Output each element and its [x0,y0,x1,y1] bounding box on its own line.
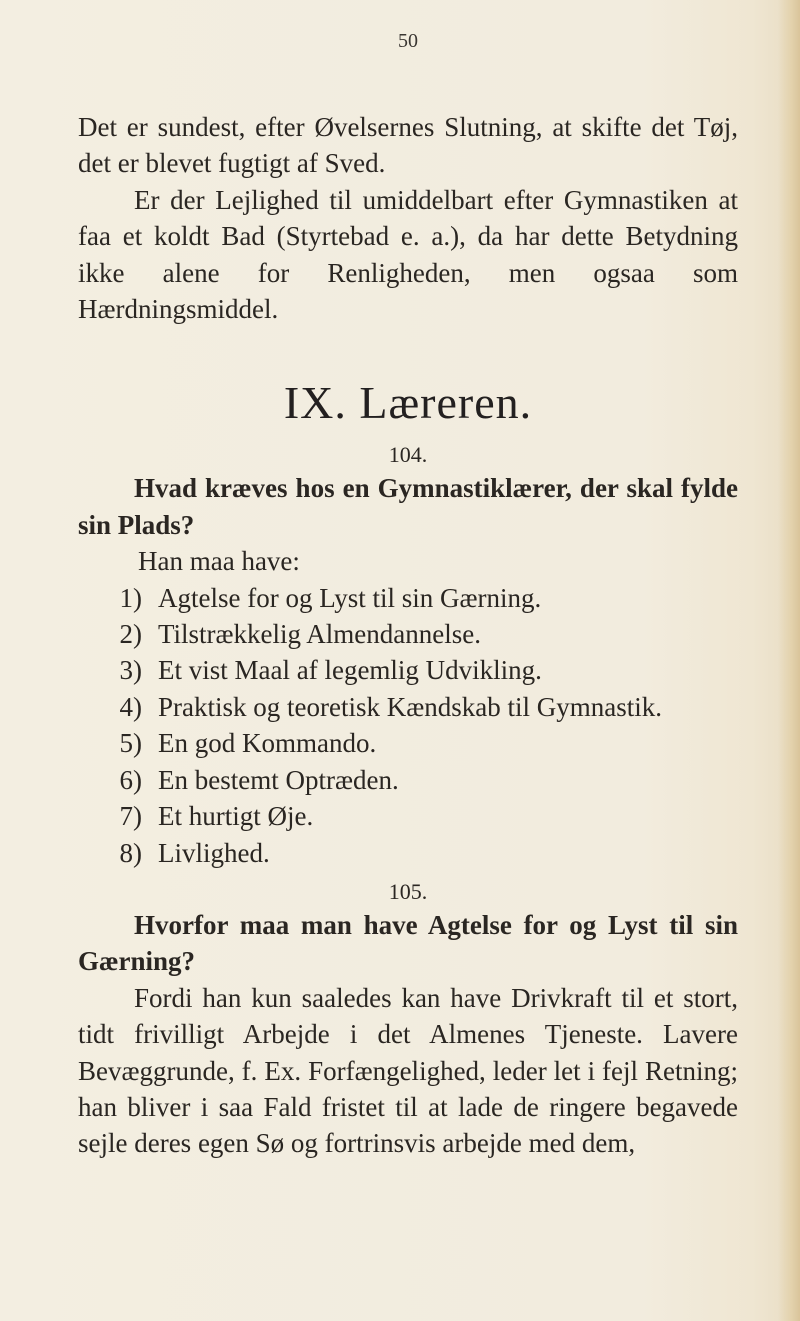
list-item [78,689,738,725]
list-item-text: Agtelse for og Lyst til sin Gærning. [158,582,542,613]
section-number: 104. [388,442,428,468]
list-item-number: 3) [119,655,142,686]
page-edge-shadow [778,0,800,1321]
list-item-text: Et hurtigt Øje. [158,801,314,832]
list-item-number: 4) [119,691,142,722]
list-item [78,798,738,834]
list-item [78,835,738,871]
intro-paragraph-1: Det er sundest, efter Øvelsernes Slutning, at skifte det Tøj, det er blevet fugtigt af Sved. [78,112,738,179]
list-item-text: Livlighed. [158,837,270,868]
list-item-text: En bestemt Optræden. [158,764,399,795]
list-item [78,725,738,761]
list-item-text: Tilstrækkelig Almendannelse. [158,619,481,650]
list-item-number: 7) [119,801,142,832]
section-105 [78,877,738,1162]
list-item [78,762,738,798]
list-item-number: 6) [119,764,142,795]
list-item-number: 1) [119,582,142,613]
section-answer: Fordi han kun saaledes kan have Drivkraft til et stort, tidt frivilligt Arbejde i det Almenes Tjeneste. Lavere Bevæggrunde, f. Ex. Forfængelighed, leder let i fejl Retning; han bliver i saa Fald fristet til at lade de ringere begavede sejle deres egen Sø og fortrinsvis arbejde med dem, [78,982,738,1159]
section-question: Hvorfor maa man have Agtelse for og Lyst til sin Gærning? [78,909,738,977]
section-104 [78,440,738,870]
list-item-text: Et vist Maal af legemlig Udvikling. [158,655,542,686]
list-item [78,580,738,616]
page-text [78,28,738,1162]
list-item [78,616,738,652]
section-question: Hvad kræves hos en Gymnastiklærer, der skal fylde sin Plads? [78,473,738,540]
list-item-number: 5) [119,728,142,759]
page-number: 50 [398,30,418,52]
section-number: 105. [388,878,428,904]
list-item-number: 8) [119,837,142,868]
requirements-list [78,580,738,871]
list-item [78,652,738,688]
intro-paragraph-2: Er der Lejlighed til umiddelbart efter Gymnastiken at faa et koldt Bad (Styrtebad e. a.), da har dette Betydning ikke alene for Renligheden, men ogsaa som Hærdningsmiddel. [78,184,738,325]
chapter-title: IX. Læreren. [283,377,533,429]
list-item-number: 2) [119,619,142,650]
list-item-text: En god Kommando. [158,728,377,759]
list-item-text: Praktisk og teoretisk Kændskab til Gymnastik. [158,691,662,722]
answer-intro: Han maa have: [138,546,300,577]
